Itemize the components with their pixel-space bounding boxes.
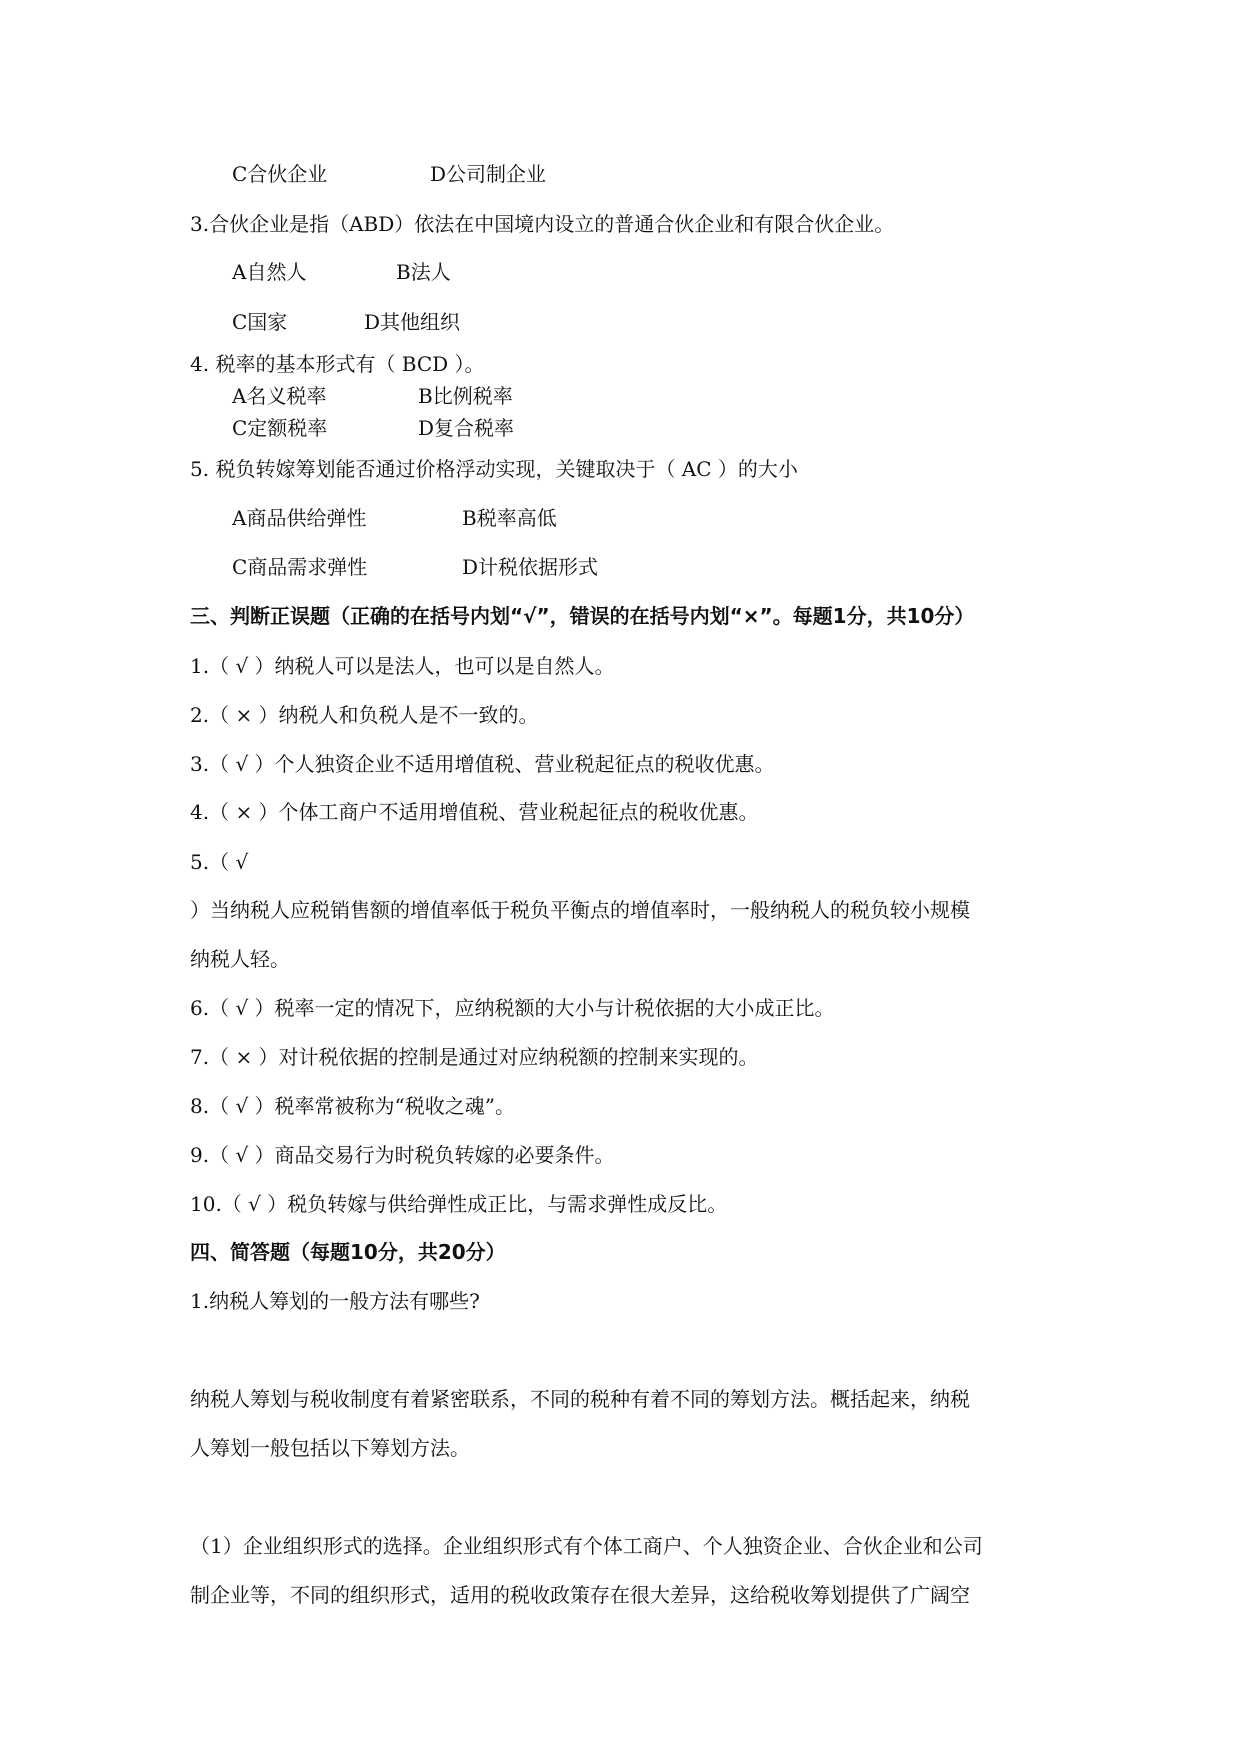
option-b: B法人 [396,260,451,284]
judgement-item: 2.（ × ）纳税人和负税人是不一致的。 [190,703,539,727]
judgement-item: 10.（ √ ）税负转嫁与供给弹性成正比，与需求弹性成反比。 [190,1192,728,1216]
judgement-item-continued: ）当纳税人应税销售额的增值率低于税负平衡点的增值率时，一般纳税人的税负较小规模 [190,898,970,922]
option-b: B税率高低 [462,506,557,530]
option-d: D其他组织 [364,310,461,334]
answer-paragraph-line: 人筹划一般包括以下筹划方法。 [190,1436,470,1460]
judgement-item: 5.（ √ [190,850,249,874]
judgement-item: 4.（ × ）个体工商户不适用增值税、营业税起征点的税收优惠。 [190,800,759,824]
question-4-stem: 4. 税率的基本形式有（ BCD ）。 [190,352,485,376]
judgement-item: 1.（ √ ）纳税人可以是法人，也可以是自然人。 [190,654,615,678]
option-a: A名义税率 [232,384,327,408]
option-c: C国家 [232,310,288,334]
section-3-heading: 三、判断正误题（正确的在括号内划“√”，错误的在括号内划“×”。每题1分，共10分） [190,604,975,628]
option-d: D计税依据形式 [462,555,599,579]
option-a: A自然人 [232,260,307,284]
option-c: C合伙企业 [232,162,328,186]
option-d: D复合税率 [418,416,515,440]
judgement-item: 3.（ √ ）个人独资企业不适用增值税、营业税起征点的税收优惠。 [190,752,775,776]
judgement-item: 6.（ √ ）税率一定的情况下，应纳税额的大小与计税依据的大小成正比。 [190,996,835,1020]
answer-paragraph-line: （1）企业组织形式的选择。企业组织形式有个体工商户、个人独资企业、合伙企业和公司 [190,1534,983,1558]
option-a: A商品供给弹性 [232,506,367,530]
short-answer-question: 1.纳税人筹划的一般方法有哪些? [190,1289,480,1313]
judgement-item: 9.（ √ ）商品交易行为时税负转嫁的必要条件。 [190,1143,615,1167]
answer-paragraph-line: 制企业等，不同的组织形式，适用的税收政策存在很大差异，这给税收筹划提供了广阔空 [190,1583,970,1607]
answer-paragraph-line: 纳税人筹划与税收制度有着紧密联系，不同的税种有着不同的筹划方法。概括起来，纳税 [190,1387,970,1411]
option-c: C定额税率 [232,416,328,440]
judgement-item: 7.（ × ）对计税依据的控制是通过对应纳税额的控制来实现的。 [190,1045,759,1069]
option-d: D公司制企业 [430,162,547,186]
question-3-stem: 3.合伙企业是指（ABD）依法在中国境内设立的普通合伙企业和有限合伙企业。 [190,212,895,236]
option-b: B比例税率 [418,384,513,408]
judgement-item: 8.（ √ ）税率常被称为“税收之魂”。 [190,1094,515,1118]
judgement-item-continued: 纳税人轻。 [190,947,290,971]
section-4-heading: 四、简答题（每题10分，共20分） [190,1240,506,1264]
question-5-stem: 5. 税负转嫁筹划能否通过价格浮动实现，关键取决于（ AC ）的大小 [190,457,798,481]
option-c: C商品需求弹性 [232,555,368,579]
